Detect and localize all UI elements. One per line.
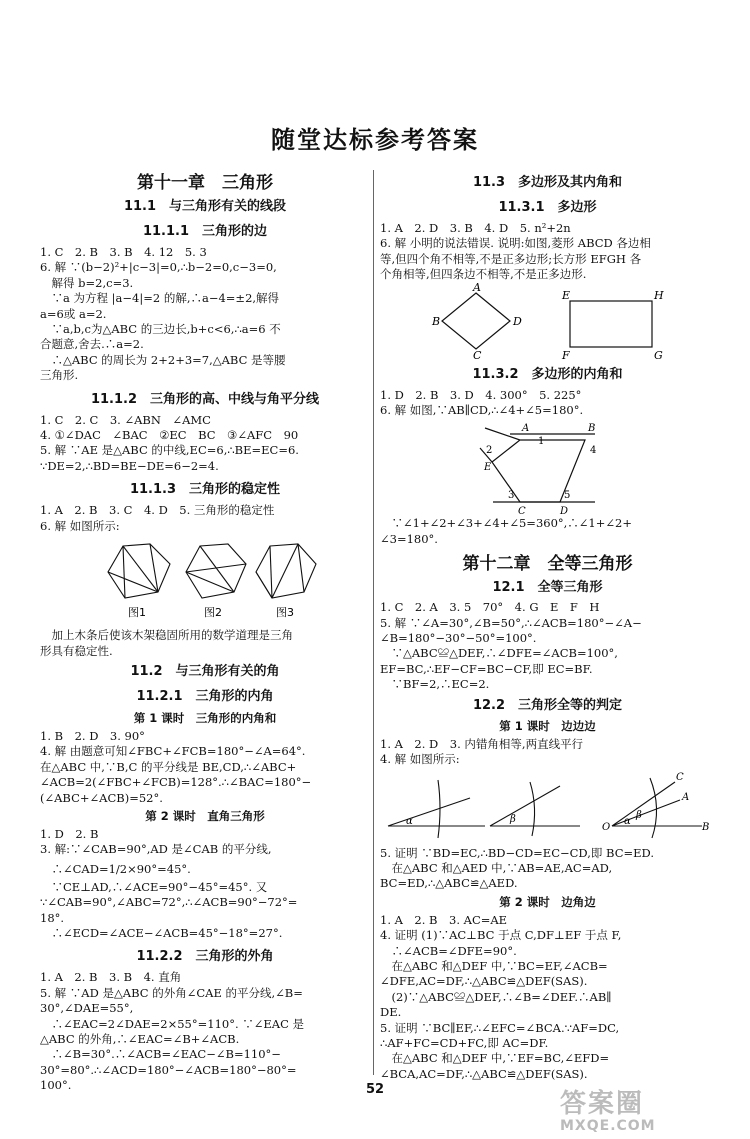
- angle-label: 4: [590, 445, 597, 457]
- angle-label: β: [636, 809, 642, 821]
- answer-line: ∴∠B=30°.∴∠ACB=∠EAC−∠B=110°−: [40, 1047, 281, 1062]
- vertex-label: A: [473, 282, 481, 294]
- section-12-1-heading: 12.1 全等三角形: [492, 580, 603, 596]
- answers-11-2-2: [40, 970, 370, 1093]
- section-11-1-1-heading: 11.1.1 三角形的边: [142, 224, 268, 239]
- answer-line: ∵a,b,c为△ABC 的三边长,b+c<6,∴a=6 不: [40, 322, 281, 337]
- vertex-label: B: [588, 423, 596, 435]
- answer-line: 3. 解:∵∠CAB=90°,AD 是∠CAB 的平分线,: [40, 842, 272, 857]
- answer-line: ∠3=180°.: [380, 531, 438, 546]
- page-title: 随堂达标参考答案: [271, 126, 479, 154]
- answer-line: 30°=80°.∴∠ACD=180°−∠ACB=180°−80°=: [40, 1062, 297, 1077]
- answer-line: ∵BF=2,∴EC=2.: [380, 677, 490, 692]
- angle-label: 2: [486, 445, 493, 457]
- watermark-logo: [560, 1090, 745, 1135]
- answers-sas: [380, 913, 715, 1082]
- answer-line: △ABC 的外角,∴∠EAC=∠B+∠ACB.: [40, 1032, 240, 1046]
- answers-11-1-1: [40, 245, 370, 384]
- chapter-11-heading: 第十一章 三角形: [137, 173, 273, 193]
- watermark-url: MXQE.COM: [560, 1118, 656, 1134]
- answer-line: 1. A 2. B 3. C 4. D 5. 三角形的稳定性: [40, 503, 275, 518]
- lesson-sas-heading: 第 2 课时 边角边: [499, 894, 596, 909]
- vertex-label: D: [513, 314, 522, 328]
- answer-line: 5. 解 ∵AD 是△ABC 的外角∠CAE 的平分线,∠B=: [40, 985, 303, 1000]
- answer-line: ∵∠CAB=90°,∠ABC=72°,∴∠ACB=90°−72°=: [40, 895, 298, 910]
- lesson-2-heading: 第 2 课时 直角三角形: [145, 808, 265, 823]
- answer-line: ∴∠ECD=∠ACE−∠ACB=45°−18°=27°.: [40, 925, 283, 940]
- answer-line: 6. 解 如图,∵AB∥CD,∴∠4+∠5=180°.: [380, 403, 584, 418]
- answer-line: ∴△ABC 的周长为 2+2+3=7,△ABC 是等腰: [40, 352, 286, 367]
- answer-line: 形具有稳定性.: [40, 643, 113, 658]
- answers-sss-tail: [380, 846, 715, 892]
- watermark-text: 答案圈: [560, 1089, 645, 1119]
- section-12-2-heading: 12.2 三角形全等的判定: [472, 697, 623, 713]
- answer-line: DE.: [380, 1005, 402, 1020]
- answer-line: BC=ED,∴△ABC≌△AED.: [380, 876, 518, 891]
- answer-line: ∵△ABC≌△DEF,∴∠DFE=∠ACB=100°,: [380, 646, 618, 661]
- answers-11-1-2: [40, 413, 370, 475]
- figure-caption-3: 图3: [276, 606, 294, 620]
- answer-line: ∠DFE,AC=DF,∴△ABC≌△DEF(SAS).: [380, 974, 588, 989]
- vertex-label: C: [676, 771, 684, 783]
- answer-line: 1. C 2. A 3. 5 70° 4. G E F H: [380, 600, 600, 615]
- answer-line: ∴AF+FC=CD+FC,即 AC=DF.: [380, 1035, 549, 1050]
- answer-line: ∠BCA,AC=DF,∴△ABC≌△DEF(SAS).: [380, 1066, 588, 1081]
- vertex-label: B: [702, 821, 710, 833]
- angle-label: 3: [508, 490, 515, 502]
- answer-line: 在△ABC 和△DEF 中,∵BC=EF,∠ACB=: [380, 958, 608, 973]
- answer-line: 100°.: [40, 1078, 72, 1093]
- answer-line: 5. 证明 ∵BD=EC,∴BD−CD=EC−CD,即 BC=ED.: [380, 845, 655, 860]
- answer-line: 1. A 2. B 3. AC=AE: [380, 912, 508, 927]
- vertex-label: H: [654, 288, 664, 302]
- figure-caption-1: 图1: [128, 606, 146, 620]
- angle-label: α: [624, 815, 631, 827]
- answer-line: 6. 解 小明的说法错误. 说明:如图,菱形 ABCD 各边相: [380, 236, 651, 251]
- answer-line: 5. 证明 ∵BC∥EF,∴∠EFC=∠BCA.∵AF=DC,: [380, 1020, 620, 1035]
- angle-label: α: [406, 815, 413, 827]
- answers-11-1-3-tail: [40, 628, 370, 659]
- answer-line: 6. 解 如图所示:: [40, 518, 120, 533]
- chapter-12-heading: 第十二章 全等三角形: [462, 554, 633, 575]
- answer-line: ∴∠CAD=1/2×90°=45°.: [40, 861, 191, 876]
- right-column: [380, 170, 715, 1082]
- answer-line: ∴∠EAC=2∠DAE=2×55°=110°. ∵∠EAC 是: [40, 1016, 305, 1031]
- answer-line: 30°,∠DAE=55°,: [40, 1001, 134, 1016]
- answer-line: EF=BC,∴EF−CF=BC−CF,即 EC=BF.: [380, 661, 593, 676]
- lesson-sss-heading: 第 1 课时 边边边: [499, 718, 596, 733]
- rhombus-rectangle-figure: [380, 283, 715, 359]
- figure-caption-2: 图2: [204, 606, 222, 620]
- answer-line: ∵DE=2,∴BD=BE−DE=6−2=4.: [40, 458, 219, 473]
- column-divider: [373, 170, 374, 1075]
- answer-line: 5. 解 ∵∠A=30°,∠B=50°,∴∠ACB=180°−∠A−: [380, 615, 642, 630]
- section-11-1-3-heading: 11.1.3 三角形的稳定性: [129, 482, 281, 498]
- lesson-1-heading: 第 1 课时 三角形的内角和: [133, 710, 277, 725]
- answers-lesson-2: [40, 827, 370, 941]
- angle-construction-figure: [380, 768, 715, 846]
- page-number: 52: [365, 1082, 385, 1097]
- answer-line: 1. D 2. B 3. D 4. 300° 5. 225°: [380, 387, 582, 402]
- answers-sss: [380, 737, 715, 768]
- section-11-2-1-heading: 11.2.1 三角形的内角: [136, 688, 274, 704]
- section-11-3-1-heading: 11.3.1 多边形: [498, 200, 597, 215]
- answer-line: ∵∠1+∠2+∠3+∠4+∠5=360°,∴∠1+∠2+: [380, 516, 632, 531]
- answers-11-1-3: [40, 503, 370, 534]
- answers-11-3-2-tail: [380, 516, 715, 547]
- angle-label: β: [510, 813, 516, 825]
- answer-line: 1. B 2. D 3. 90°: [40, 728, 145, 743]
- angle-label: 1: [538, 436, 545, 448]
- vertex-label: B: [432, 314, 441, 328]
- answers-lesson-1: [40, 729, 370, 806]
- left-column: [40, 170, 370, 1094]
- answer-line: 6. 解 ∵(b−2)²+|c−3|=0,∴b−2=0,c−3=0,: [40, 260, 277, 275]
- answer-line: 4. 解 由题意可知∠FBC+∠FCB=180°−∠A=64°.: [40, 744, 306, 759]
- vertex-label: D: [560, 506, 569, 517]
- vertex-label: A: [522, 423, 530, 435]
- answers-12-1: [380, 600, 715, 692]
- answer-line: ∴∠ACB=∠DFE=90°.: [380, 943, 517, 958]
- answer-line: 4. ①∠DAC ∠BAC ②EC BC ③∠AFC 90: [40, 428, 299, 443]
- answer-line: 解得 b=2,c=3.: [40, 275, 134, 290]
- hexagon-frames-figure: [40, 534, 370, 620]
- answer-line: 1. A 2. D 3. B 4. D 5. n²+2n: [380, 221, 571, 235]
- answer-line: 等,但四个角不相等,不是正多边形;长方形 EFGH 各: [380, 251, 642, 266]
- answers-11-3-2: [380, 388, 715, 419]
- answer-line: (2)∵△ABC≌△DEF,∴∠B=∠DEF.∴AB∥: [380, 989, 612, 1004]
- answer-line: (∠ABC+∠ACB)=52°.: [40, 790, 163, 805]
- answer-line: ∵CE⊥AD,∴∠ACE=90°−45°=45°. 又: [40, 879, 268, 894]
- answer-line: 18°.: [40, 910, 65, 925]
- answer-line: ∠B=180°−30°−50°=100°.: [380, 631, 537, 646]
- section-11-1-heading: 11.1 与三角形有关的线段: [123, 199, 287, 214]
- answer-line: 在△ABC 和△AED 中,∵AB=AE,AC=AD,: [380, 860, 613, 875]
- vertex-label: F: [562, 348, 570, 359]
- polygon-angles-figure: [380, 418, 715, 516]
- answer-line: 4. 证明 (1)∵AC⊥BC 于点 C,DF⊥EF 于点 F,: [380, 928, 622, 943]
- answer-line: a=6或 a=2.: [40, 306, 107, 321]
- vertex-label: E: [562, 288, 571, 302]
- answer-line: ∵a 为方程 |a−4|=2 的解,∴a−4=±2,解得: [40, 291, 280, 306]
- answer-line: 在△ABC 和△DEF 中,∵EF=BC,∠EFD=: [380, 1051, 610, 1066]
- answer-line: 加上木条后使该木架稳固所用的数学道理是三角: [40, 628, 293, 643]
- answers-11-3-1: [380, 221, 715, 283]
- vertex-label: O: [602, 821, 611, 833]
- angle-label: 5: [564, 490, 571, 502]
- section-11-2-2-heading: 11.2.2 三角形的外角: [136, 949, 274, 965]
- answer-line: 1. A 2. D 3. 内错角相等,两直线平行: [380, 736, 584, 751]
- section-11-3-2-heading: 11.3.2 多边形的内角和: [472, 366, 623, 382]
- answer-line: 4. 解 如图所示:: [380, 752, 460, 767]
- vertex-label: E: [484, 462, 492, 474]
- answer-line: 1. C 2. B 3. B 4. 12 5. 3: [40, 245, 207, 259]
- answer-line: 1. D 2. B: [40, 826, 99, 841]
- vertex-label: C: [518, 506, 526, 517]
- vertex-label: A: [682, 791, 690, 803]
- answer-line: 三角形.: [40, 368, 79, 383]
- answer-line: 个角相等,但四条边不相等,不是正多边形.: [380, 267, 587, 282]
- vertex-label: C: [473, 348, 482, 359]
- section-11-1-2-heading: 11.1.2 三角形的高、中线与角平分线: [90, 391, 320, 407]
- answer-line: ∠ACB=2(∠FBC+∠FCB)=128°.∴∠BAC=180°−: [40, 775, 312, 790]
- answer-line: 在△ABC 中,∵B,C 的平分线是 BE,CD,∴∠ABC+: [40, 759, 297, 774]
- section-11-2-heading: 11.2 与三角形有关的角: [130, 663, 280, 679]
- answer-line: 合题意,舍去.∴a=2.: [40, 337, 144, 352]
- answer-line: 5. 解 ∵AE 是△ABC 的中线,EC=6,∴BE=EC=6.: [40, 443, 299, 458]
- answer-line: 1. A 2. B 3. B 4. 直角: [40, 970, 182, 985]
- vertex-label: G: [654, 348, 663, 359]
- answer-line: 1. C 2. C 3. ∠ABN ∠AMC: [40, 412, 211, 427]
- section-11-3-heading: 11.3 多边形及其内角和: [472, 175, 623, 190]
